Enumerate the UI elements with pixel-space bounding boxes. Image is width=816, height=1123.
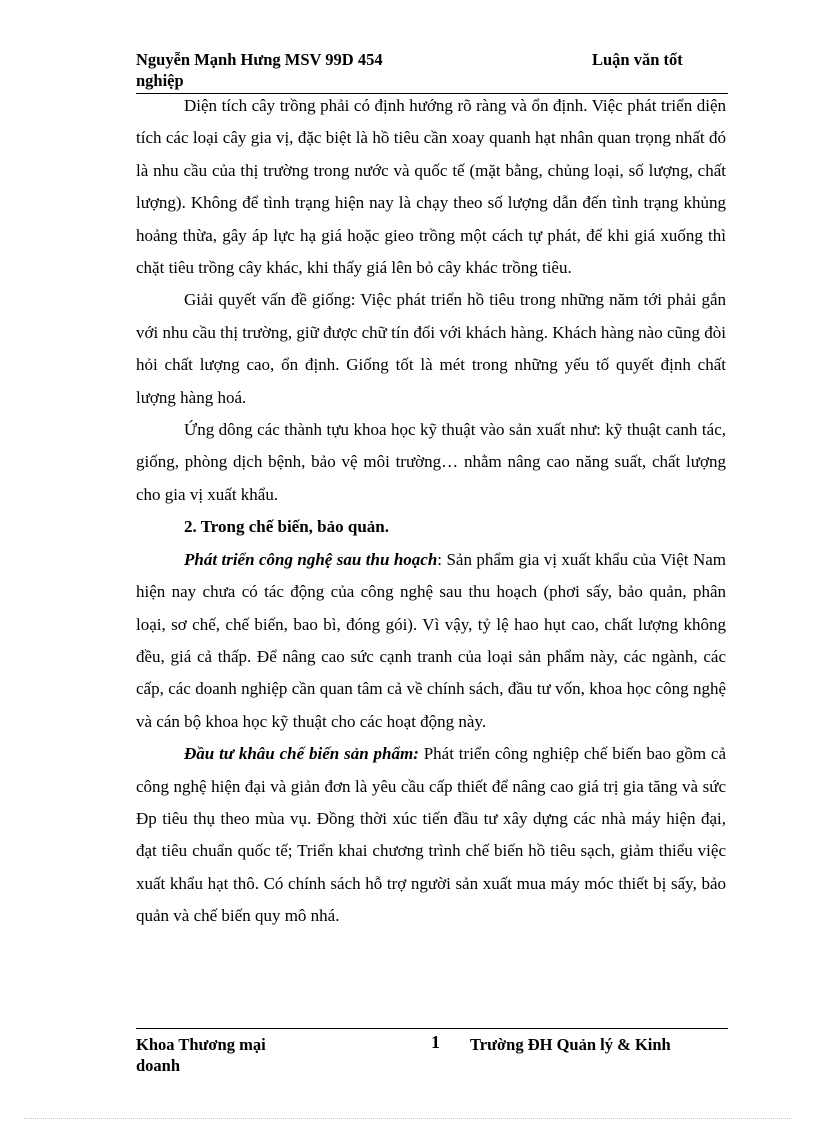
paragraph-processing-investment [136,738,726,932]
paragraph-technology-application: Ứng dông các thành tựu khoa học kỹ thuật vào sản xuất như: kỹ thuật canh tác, giống, phòng dịch bệnh, bảo vệ môi trường… nhằm nâng cao năng suất, chất lượng cho gia vị xuất khẩu. [136,420,726,504]
body-text [136,90,726,933]
header-doc-type: Luận văn tốt [592,50,683,69]
paragraph-seed-issue: Giải quyết vấn đề giống: Việc phát triển hồ tiêu trong những năm tới phải gắn với nhu cầu thị trường, giữ được chữ tín đối với khách hàng. Khách hàng nào cũng đòi hỏi chất lượng cao, ổn định. Giống tốt là mét trong những yếu tố quyết định chất lượng hàng hoá. [136,290,726,407]
header-doc-type-continued: nghiệp [136,71,184,90]
paragraph-post-harvest-lead: Phát triển công nghệ sau thu hoạch [184,549,438,569]
paragraph-processing-investment-lead: Đầu tư khâu chế biến sản phẩm: [184,744,419,764]
paragraph-planting-area: Diện tích cây trồng phải có định hướng rõ ràng và ổn định. Việc phát triển diện tích các loại cây gia vị, đặc biệt là hồ tiêu cần xoay quanh hạt nhân quan trọng nhất đó là nhu cầu của thị trường trong nước và quốc tế (mặt bằng, chủng loại, số lượng, chất lượng). Không để tình trạng hiện nay là chạy theo số lượng dẫn đến tình trạng khủng hoảng thừa, gây áp lực hạ giá hoặc gieo trồng một cách tự phát, để khi giá xuống thì chặt tiêu trồng cây khác, khi thấy giá lên bỏ cây khác trồng tiêu. [136,96,726,278]
paragraph-post-harvest [136,544,726,738]
paragraph-post-harvest-body: : Sản phẩm gia vị xuất khẩu của Việt Nam hiện nay chưa có tác động của công nghệ sau thu hoạch (phơi sấy, bảo quản, phân loại, sơ chế, chế biến, bao bì, đóng gói). Vì vậy, tỷ lệ hao hụt cao, chất lượng không đều, giá cả thấp. Để nâng cao sức cạnh tranh của loại sản phẩm này, các ngành, các cấp, các doanh nghiệp cần quan tâm cả về chính sách, đầu tư vốn, khoa học công nghệ và cán bộ khoa học kỹ thuật cho các hoạt động này. [136,549,726,731]
footer-university: Trường ĐH Quản lý & Kinh [470,1035,671,1054]
footer-faculty-continued: doanh [136,1056,181,1075]
paragraph-processing-investment-body: Phát triển công nghiệp chế biến bao gồm cả công nghệ hiện đại và giản đơn là yêu cầu cấp thiết để nâng cao giá trị gia tăng và sức Đp tiêu thụ theo mùa vụ. Đồng thời xúc tiến đầu tư xây dựng các nhà máy hiện đại, đạt tiêu chuẩn quốc tế; Triển khai chương trình chế biến hồ tiêu sạch, giảm thiểu việc xuất khẩu hạt thô. Có chính sách hỗ trợ người sản xuất mua máy móc thiết bị sấy, bảo quản và chế biến quy mô nhá. [136,744,726,926]
footer-faculty: Khoa Thương mại [136,1035,266,1054]
page-edge-dotted-line [24,1118,792,1119]
page-number: 1 [431,1032,440,1052]
footer-divider [136,1028,728,1029]
section-heading: 2. Trong chế biến, bảo quản. [184,517,390,537]
header-author: Nguyễn Mạnh Hưng MSV 99D 454 [136,50,383,69]
